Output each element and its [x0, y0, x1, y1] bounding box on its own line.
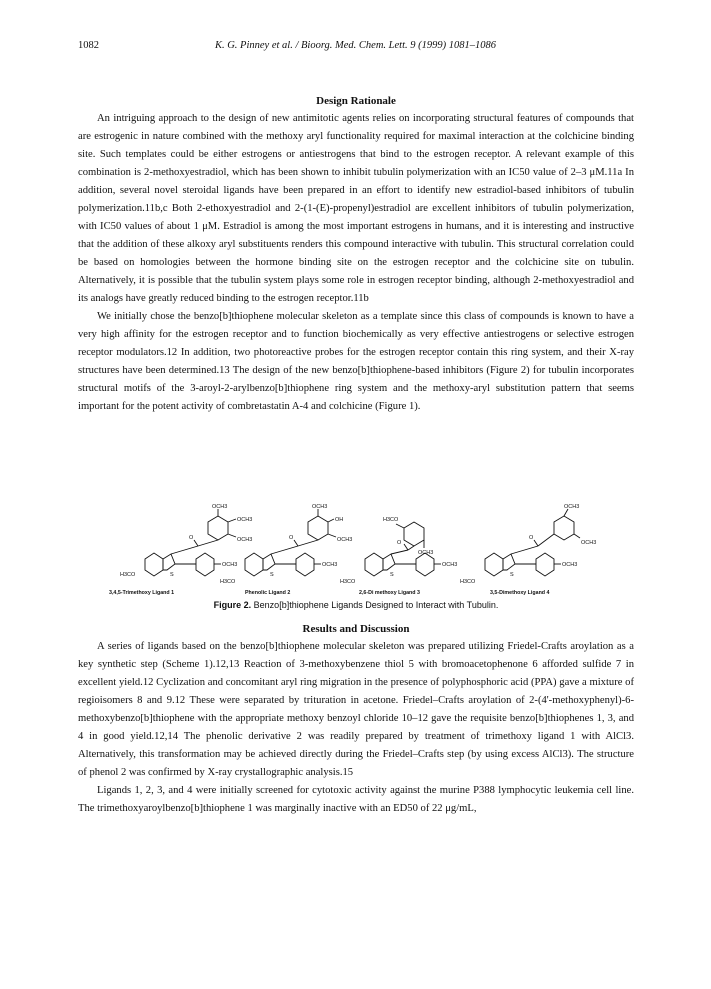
page-number: 1082: [78, 40, 99, 51]
paragraph-results-2: Ligands 1, 2, 3, and 4 were initially screened for cytotoxic activity against the murine P388 lymphocytic leukemia cell line. The trimethoxyaroylbenzo[b]thiophene 1 was marginally inactive with an ED50 of 22 μg/mL,: [78, 785, 634, 814]
ligand-3-atom-labels: [340, 517, 457, 585]
ligand-label-3: 2,6-Di methoxy Ligand 3: [359, 590, 420, 596]
atom-label-s: S: [170, 572, 174, 578]
atom-label-h3co: H3CO: [220, 579, 236, 585]
ligand-4-atom-labels: [460, 504, 596, 585]
atom-label-och3: OCH3: [322, 562, 338, 568]
figure-caption-label: Figure 2.: [213, 600, 252, 610]
page-header: [78, 40, 633, 56]
atom-label-och3: OCH3: [564, 504, 580, 510]
atom-label-och3: OCH3: [581, 540, 597, 546]
atom-label-och3: OCH3: [562, 562, 578, 568]
section-title-results: Results and Discussion: [302, 623, 410, 635]
figure-caption-text: Benzo[b]thiophene Ligands Designed to Interact with Tubulin.: [253, 600, 499, 610]
atom-label-o: O: [529, 535, 534, 541]
ligand-label-4: 3,5-Dimethoxy Ligand 4: [490, 590, 550, 596]
ligand-structures-drawing: [78, 504, 634, 588]
results-section: [78, 620, 634, 818]
atom-label-och3: OCH3: [312, 504, 328, 510]
atom-label-s: S: [510, 572, 514, 578]
atom-label-och3: OCH3: [222, 562, 238, 568]
ligand-structure-3: [365, 522, 441, 576]
atom-label-och3: OCH3: [237, 517, 253, 523]
atom-label-oh: OH: [335, 517, 344, 523]
paragraph-design-2: We initially chose the benzo[b]thiophene molecular skeleton as a template since this class of compounds is known to have a very high affinity for the estrogen receptor and to function biochemically as very effective antiestrogens or selective estrogen receptor modulators.12 In addition, two photoreactive probes for the estrogen receptor contain this ring system, and their X-ray structures have been determined.13 The design of the new benzo[b]thiophene-based inhibitors (Figure 2) for tubulin incorporates structural motifs of the 3-aroyl-2-arylbenzo[b]thiophene ring system and the methoxy-aryl substitution pattern that seems important for the potent activity of combretastatin A-4 and colchicine (Figure 1).: [78, 311, 634, 412]
atom-label-och3: OCH3: [237, 537, 253, 543]
atom-label-och3: OCH3: [212, 504, 228, 510]
atom-label-o: O: [397, 540, 402, 546]
atom-label-h3co: H3CO: [340, 579, 356, 585]
ligand-label-1: 3,4,5-Trimethoxy Ligand 1: [109, 590, 175, 596]
atom-label-och3: OCH3: [442, 562, 458, 568]
figure-2: [78, 504, 634, 610]
section-title-design-rationale: Design Rationale: [316, 95, 396, 107]
ligand-1-atom-labels: [120, 504, 252, 578]
atom-label-h3co: H3CO: [383, 517, 399, 523]
design-rationale-section: [78, 92, 634, 416]
ligand-label-2: Phenolic Ligand 2: [245, 590, 291, 596]
paragraph-design-1: An intriguing approach to the design of new antimitotic agents relies on incorporating structural features of compounds that are estrogenic in nature combined with the methoxy aryl functionality required for maximal interaction at the colchicine binding site. Such templates could be either estrogens or antiestrogens that bind to the estrogen receptor. A relevant example of this combination is 2-methoxyestradiol, which has been shown to inhibit tubulin polymerization with an IC50 value of 2–3 μM.11a In addition, several novel steroidal ligands have been prepared in an effort to identify new estradiol-based inhibitors of tubulin polymerization.11b,c Both 2-ethoxyestradiol and 2-(1-(E)-propenyl)estradiol are excellent inhibitors of tubulin polymerization, with IC50 values of about 1 μM. Estradiol is among the most important estrogens in humans, and it is interesting and instructive that the addition of these alkoxy aryl substituents renders this compound interactive with tubulin. This structural correlation could be based on homologies between the hormone binding site on the estrogen receptor and the colchicine site on tubulin. Alternatively, it is possible that the tubulin system plays some role in estrogen receptor binding, although 2-methoxyestradiol and its analogs have greatly reduced binding to the estrogen receptor.11b: [78, 113, 634, 304]
atom-label-s: S: [390, 572, 394, 578]
atom-label-h3co: H3CO: [460, 579, 476, 585]
atom-label-h3co: H3CO: [120, 572, 136, 578]
atom-label-o: O: [289, 535, 294, 541]
atom-label-s: S: [270, 572, 274, 578]
figure-caption: [78, 600, 634, 610]
running-title: K. G. Pinney et al. / Bioorg. Med. Chem. Lett. 9 (1999) 1081–1086: [214, 40, 497, 51]
paragraph-results-1: A series of ligands based on the benzo[b]thiophene molecular skeleton was prepared utilizing Friedel-Crafts aroylation as a key synthetic step (Scheme 1).12,13 Reaction of 3-methoxybenzene thiol 5 with bromoacetophenone 6 afforded sulfide 7 in excellent yield.12 Cyclization and concomitant aryl ring migration in the presence of polyphosphoric acid (PPA) gave a mixture of regioisomers 8 and 9.12 These were separated by trituration in acetone. Friedel–Crafts aroylation of 2-(4'-methoxyphenyl)-6-methoxybenzo[b]thiophene with the appropriate methoxy benzoyl chloride 10–12 gave the requisite benzo[b]thiophenes 1, 3, and 4 in good yield.12,14 The phenolic derivative 2 was readily prepared by treatment of trimethoxy ligand 1 with AlCl3. Alternatively, this transformation may be achieved directly during the Friedel–Crafts step (by using excess AlCl3). The structure of phenol 2 was confirmed by X-ray crystallographic analysis.15: [78, 641, 634, 778]
atom-label-och3: OCH3: [337, 537, 353, 543]
atom-label-och3: OCH3: [418, 550, 434, 556]
atom-label-o: O: [189, 535, 194, 541]
